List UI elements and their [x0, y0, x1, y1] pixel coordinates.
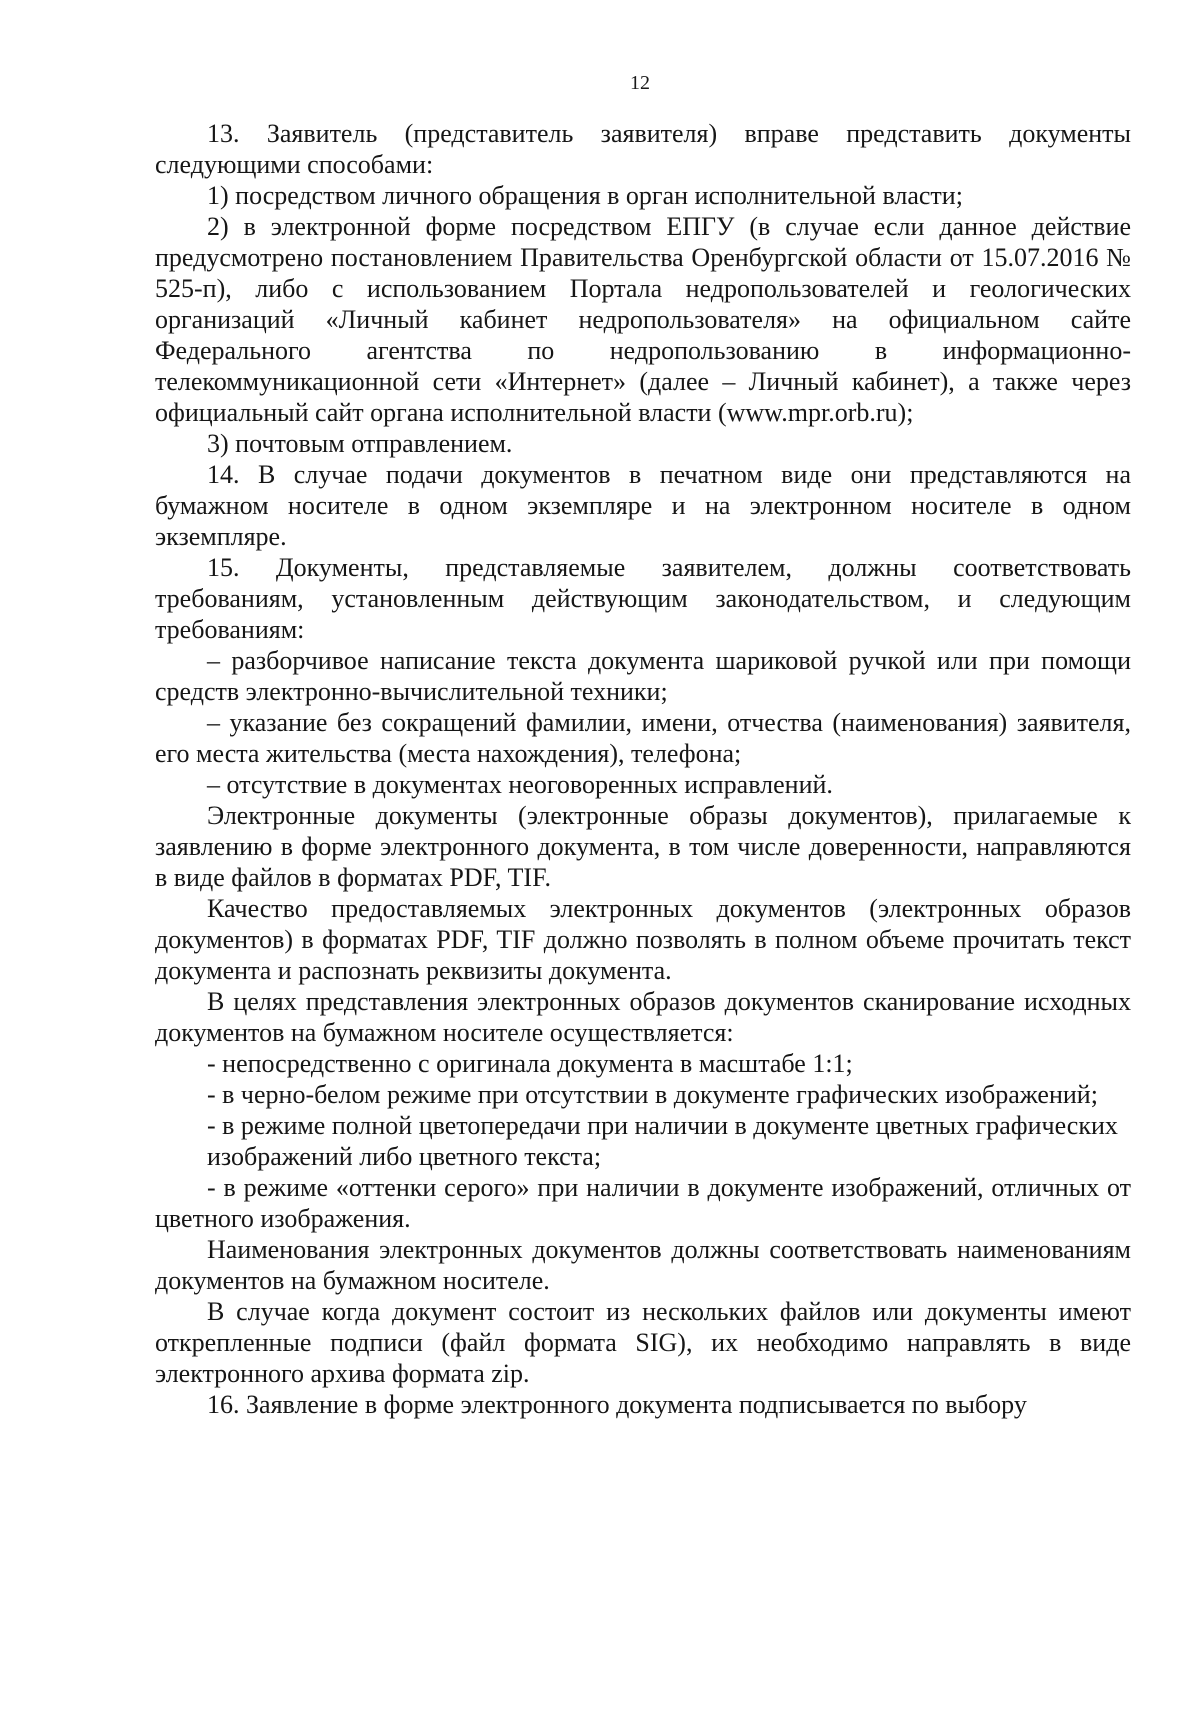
- paragraph-scanning: В целях представления электронных образов документов сканирование исходных документов на бумажном носителе осуществляется:: [155, 987, 1131, 1047]
- document-body: [155, 118, 1131, 1420]
- paragraph-16: 16. Заявление в форме электронного документа подписывается по выбору: [207, 1390, 1027, 1419]
- list-item-3: 3) почтовым отправлением.: [207, 429, 513, 458]
- scanning-item: - в режиме «оттенки серого» при наличии в документе изображений, отличных от цветного изображения.: [155, 1173, 1131, 1233]
- requirement-item: – указание без сокращений фамилии, имени, отчества (наименования) заявителя, его места жительства (места нахождения), телефона;: [155, 708, 1131, 768]
- paragraph-13: 13. Заявитель (представитель заявителя) вправе представить документы следующими способами:: [155, 119, 1131, 179]
- page-number: 12: [630, 72, 650, 94]
- paragraph-14: 14. В случае подачи документов в печатном виде они представляются на бумажном носителе в одном экземпляре и на электронном носителе в одном экземпляре.: [155, 460, 1131, 551]
- requirement-item: – разборчивое написание текста документа шариковой ручкой или при помощи средств электронно-вычислительной техники;: [155, 646, 1131, 706]
- scanning-item: - в черно-белом режиме при отсутствии в документе графических изображений;: [207, 1080, 1098, 1109]
- list-item-2: 2) в электронной форме посредством ЕПГУ (в случае если данное действие предусмотрено постановлением Правительства Оренбургской области от 15.07.2016 № 525-п), либо с использованием Портала недропользователей и геологических организаций «Личный кабинет недропользователя» на официальном сайте Федерального агентства по недропользованию в информационно-телекоммуникационной сети «Интернет» (далее – Личный кабинет), а также через официальный сайт органа исполнительной власти (www.mpr.orb.ru);: [155, 212, 1131, 427]
- paragraph-electronic-documents: Электронные документы (электронные образы документов), прилагаемые к заявлению в форме электронного документа, в том числе доверенности, направляются в виде файлов в форматах PDF, TIF.: [155, 801, 1131, 892]
- paragraph-archive: В случае когда документ состоит из нескольких файлов или документы имеют открепленные подписи (файл формата SIG), их необходимо направлять в виде электронного архива формата zip.: [155, 1297, 1131, 1388]
- list-item-1: 1) посредством личного обращения в орган исполнительной власти;: [207, 181, 963, 210]
- requirement-item: – отсутствие в документах неоговоренных исправлений.: [207, 770, 833, 799]
- scanning-item: - непосредственно с оригинала документа в масштабе 1:1;: [207, 1049, 853, 1078]
- paragraph-15: 15. Документы, представляемые заявителем, должны соответствовать требованиям, установленным действующим законодательством, и следующим требованиям:: [155, 553, 1131, 644]
- scanning-item: - в режиме полной цветопередачи при наличии в документе цветных графических изображений либо цветного текста;: [207, 1111, 1118, 1171]
- paragraph-names: Наименования электронных документов должны соответствовать наименованиям документов на бумажном носителе.: [155, 1235, 1131, 1295]
- paragraph-quality: Качество предоставляемых электронных документов (электронных образов документов) в форматах PDF, TIF должно позволять в полном объеме прочитать текст документа и распознать реквизиты документа.: [155, 894, 1131, 985]
